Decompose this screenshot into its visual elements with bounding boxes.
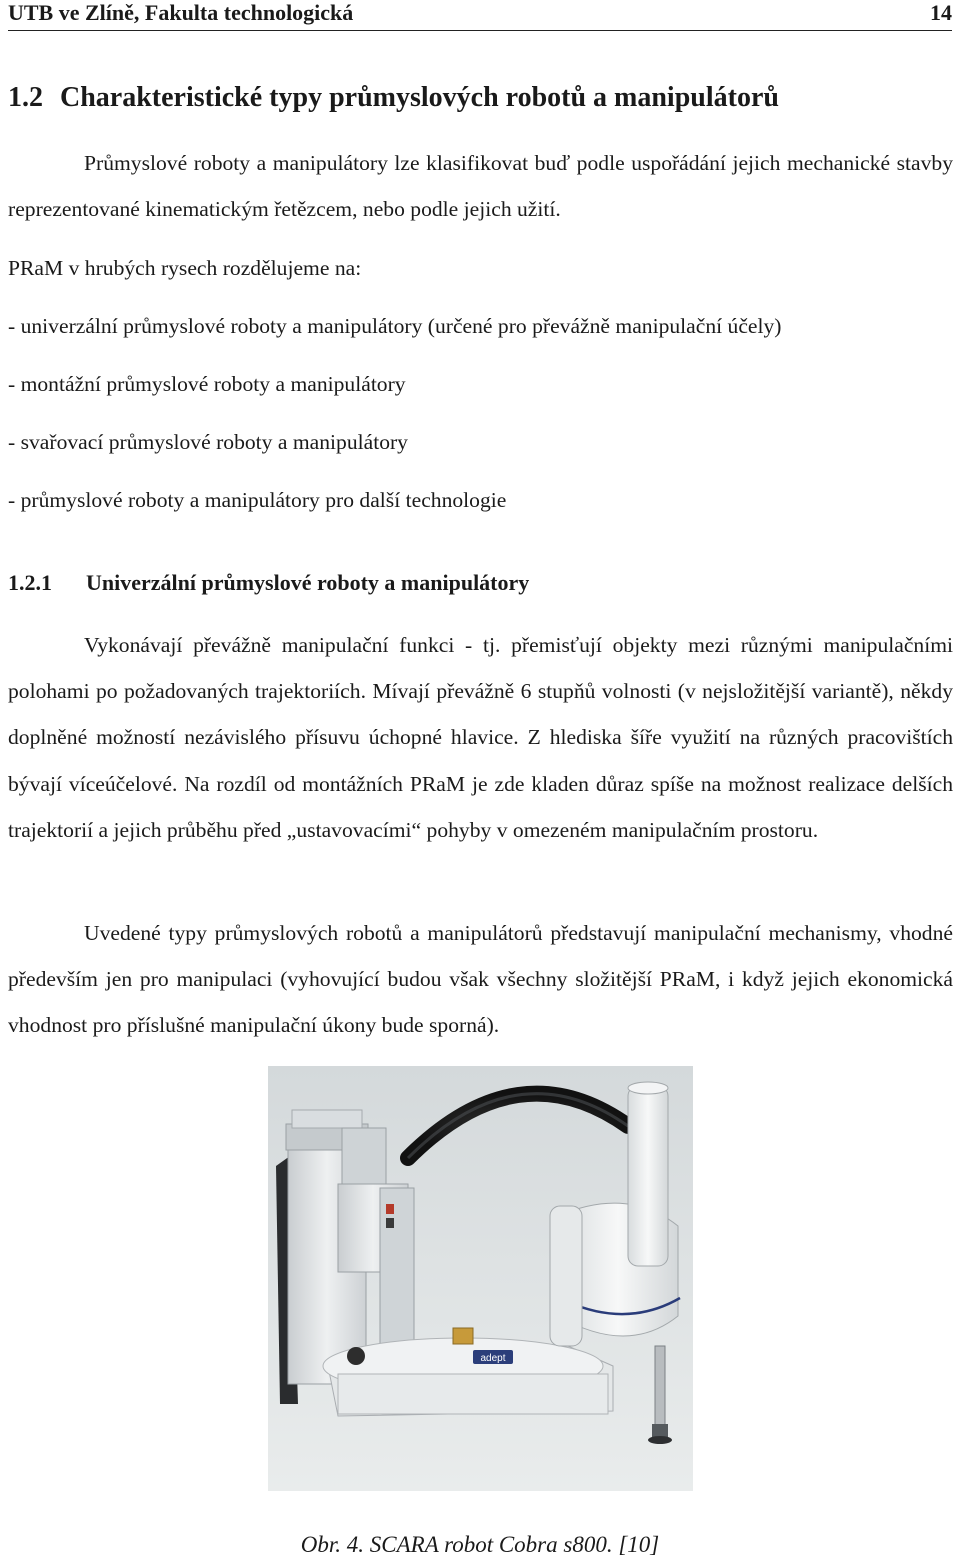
intro-paragraph: Průmyslové roboty a manipulátory lze klasifikovat buď podle uspořádání jejich mechanické stavby reprezentované kinematickým řetězcem, nebo podle jejich užití. [8, 151, 953, 222]
subsection-heading [8, 570, 529, 596]
section-number: 1.2 [8, 82, 43, 113]
scara-robot-illustration [268, 1066, 693, 1491]
robot-photo [268, 1066, 693, 1491]
list-item: - svařovací průmyslové roboty a manipulátory [8, 430, 408, 454]
body-paragraph-2: Uvedené typy průmyslových robotů a manipulátorů představují manipulační mechanismy, vhodné především jen pro manipulaci (vyhovující budou však všechny složitější PRaM, i když jejich ekonomická vhodnost pro příslušné manipulační úkony bude sporná). [8, 921, 953, 1038]
page-number: 14 [930, 0, 952, 25]
subsection-title: Univerzální průmyslové roboty a manipulátory [86, 570, 530, 595]
subsection-number: 1.2.1 [8, 570, 52, 595]
list-item: - montážní průmyslové roboty a manipulátory [8, 372, 406, 396]
section-title: Charakteristické typy průmyslových robotů a manipulátorů [60, 82, 779, 113]
running-header [8, 0, 952, 31]
list-item: - průmyslové roboty a manipulátory pro další technologie [8, 488, 507, 512]
list-item: - univerzální průmyslové roboty a manipulátory (určené pro převážně manipulační účely) [8, 314, 782, 338]
section-heading [8, 78, 779, 118]
figure-caption: Obr. 4. SCARA robot Cobra s800. [10] [300, 1532, 660, 1557]
division-intro: PRaM v hrubých rysech rozdělujeme na: [8, 256, 362, 280]
logo-text: adept [480, 1353, 506, 1364]
header-title: UTB ve Zlíně, Fakulta technologická [8, 0, 354, 25]
body-paragraph-1: Vykonávají převážně manipulační funkci - tj. přemisťují objekty mezi různými manipulačními polohami po požadovaných trajektoriích. Mívají převážně 6 stupňů volnosti (v nejsložitější variantě), někdy doplněné možností nezávislého přísuvu úchopné hlavice. Z hlediska šíře využití na různých pracovištích bývají víceúčelové. Na rozdíl od montážních PRaM je zde kladen důraz spíše na možnost realizace delších trajektorií a jejich průběhu před „ustavovacími“ pohyby v omezeném manipulačním prostoru. [8, 633, 953, 842]
